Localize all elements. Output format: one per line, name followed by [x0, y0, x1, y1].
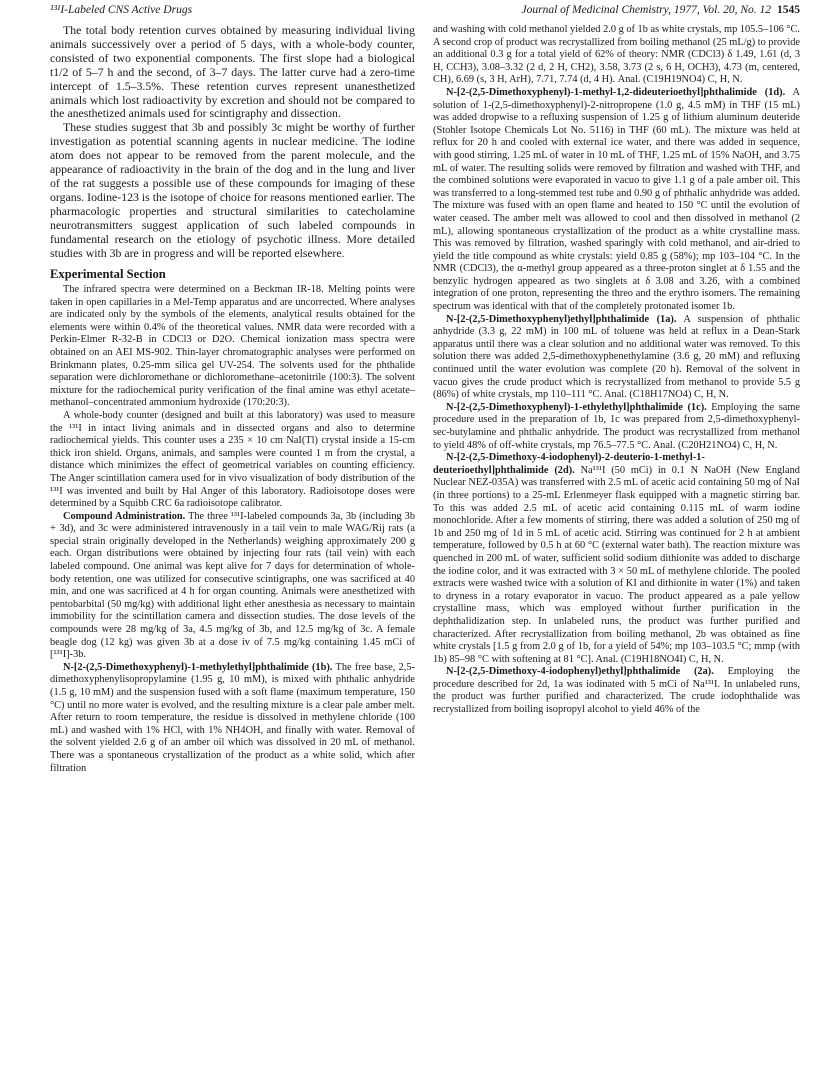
run-in-heading: N-[2-(2,5-Dimethoxyphenyl)-1-methylethyl]phthalimide (1b).: [63, 661, 333, 673]
paragraph-retention: The total body retention curves obtained by measuring individual living animals successively over a period of 5 days, with a whole-body counter, consisted of two exponential components. The first slope had a biological t1/2 of 5–7 h and the second, of 3–7 days. The latter curve had a zero-time intercept of 1.5–3.5%. These retention curves represent unanesthetized animals which lost radioactivity by excretion and should not be compared to the anesthetized animals used for scintigraphy and dissection.: [50, 23, 415, 121]
run-in-heading: N-[2-(2,5-Dimethoxyphenyl)-1-ethylethyl]phthalimide (1c).: [446, 401, 707, 413]
run-in-heading: Compound Administration.: [63, 510, 186, 522]
run-in-heading: N-[2-(2,5-Dimethoxyphenyl)-1-methyl-1,2-dideuterioethyl]phthalimide (1d).: [446, 86, 786, 98]
paragraph-1b: [50, 662, 415, 775]
paragraph-1d: [433, 87, 800, 314]
section-heading-experimental: Experimental Section: [50, 267, 166, 282]
journal-citation: [522, 4, 800, 16]
paragraph-1c: [433, 402, 800, 452]
paragraph-2d: [433, 452, 800, 666]
paragraph-body: The three ¹³¹I-labeled compounds 3a, 3b (including 3b + 3d), and 3c were administered intravenously in a tail vein to male WAG/Rij rats (a special strain originally developed in the Netherlands) weighing approximately 200 g each. Organ distributions were obtained by injecting four rats (tail vein) with each labeled compound. One animal was kept alive for 7 days for determination of whole-body retention, one was utilized for consecutive scintigraphs, one was sacrificed at 40 min, and one was sacrificed at 4 h for organ counting. Animals were anesthetized with pentobarbital (50 mg/kg) with additional light ether anesthesia as necessary to maintain immobility for the scintillation camera and dissection studies. The dose levels of the compounds were 28 mg/kg of 3a, 4.5 mg/kg of 3b, and 12.5 mg/kg of 3c. A female beagle dog (12 kg) was given 3b at a dose iv of 7.5 mg/kg containing 1.45 mCi of [¹³¹I]-3b.: [50, 510, 415, 661]
run-in-heading: N-[2-(2,5-Dimethoxy-4-iodophenyl)-2-deuterio-1-methyl-1-deuterioethyl]phthalimide (2d).: [433, 452, 705, 476]
right-column: [433, 24, 800, 717]
paragraph-body: A solution of 1-(2,5-dimethoxyphenyl)-2-nitropropene (1.0 g, 4.5 mM) in THF (15 mL) was added dropwise to a refluxing suspension of 1.25 g of lithium aluminum deuteride (Stohler Isotope Chemicals Lot No. 5116) in THF (60 mL). The mixture was held at reflux for 20 h and cooled with external ice water, and there was added in sequence, with good stirring, 1.25 mL of water in 10 mL of THF, 1.25 mL of 15% NaOH, and 3.75 mL of water. The resulting solids were removed by filtration and washed with THF, and the combined solutions were evaporated in vacuo to give 1.1 g of a pale amber oil. This was transferred to a long-stemmed test tube and 0.90 g of phthalic anhydride was added. The mixture was fused with an open flame and heated to 150 °C until the evolution of water ceased. The amber melt was allowed to cool and then dissolved in methanol (2 mL), allowing spontaneous crystallization of the product as a white crystalline mass. This was removed by filtration, washed sparingly with cold methanol, and air-dried to yield the title compound as white crystals: yield 0.85 g (58%); mp 103–104 °C. In the NMR (CDCl3), the α-methyl group appeared as a three-proton singlet at δ 1.55 and the benzylic hydrogen appeared as two singlets at δ 3.08 and 3.26, with a combined integration of one proton, representing the threo and the erythro isomers. The remaining spectrum was identical with that of the completely protonated isomer 1b.: [433, 86, 800, 313]
paragraph-body: Employing the same procedure used in the preparation of 1b, 1c was prepared from 2,5-dimethoxyphenyl-sec-butylamine and phthalic anhydride. The product was recrystallized from methanol to yield 48% of off-white crystals, mp 76.5–77.5 °C. Anal. (C20H21NO4) C, H, N.: [433, 401, 800, 451]
run-in-heading: N-[2-(2,5-Dimethoxyphenyl)ethyl]phthalimide (1a).: [446, 313, 677, 325]
paragraph-1a: [433, 314, 800, 402]
paragraph-instruments: The infrared spectra were determined on a Beckman IR-18. Melting points were taken in open capillaries in a Mel-Temp apparatus and are uncorrected. Where analyses are indicated only by the symbols of the elements, analytical results obtained for the elements were within 0.4% of the theoretical values. NMR data were recorded with a Perkin-Elmer R-32-B in CDCl3 or D2O. Chemical ionization mass spectra were obtained on an AEI MS-902. Thin-layer chromatographic analyses were performed on Brinkmann plates, 0.25-mm silica gel UV-254. The solvents used for the phthalide separation were dichloromethane or dichloromethane–acetonitrile (100:3). The solvent mixture for the radiochemical purity verification of the final amine was ethyl acetate–methanol–concentrated ammonium hydroxide (170:20:3).: [50, 284, 415, 409]
left-column: [50, 24, 415, 775]
paragraph-body: The free base, 2,5-dimethoxyphenylisopropylamine (1.95 g, 10 mM), is mixed with phthalic anhydride (1.5 g, 10 mM) and the suspension fused with a soft flame (maximum temperature, 150 °C) until no more water is evolved, and the resulting mixture is a clear pale amber melt. After return to room temperature, the residue is dissolved in methylene chloride (100 mL) and washed with 1% HCl, with 1% NH4OH, and finally with water. Removal of the solvent yielded 2.6 g of an amber oil which was dissolved in 20 mL of methanol. There was a spontaneous crystallization of the product as a white solid, which after filtration: [50, 661, 415, 774]
paragraph-body: Employing the procedure described for 2d, 1a was iodinated with 5 mCi of Na¹³¹I. In unlabeled runs, the product was further purified and characterized. The crude iodophthalide was recrystallized from boiling isopropyl alcohol to yield 46% of the: [433, 666, 800, 716]
paragraph-1b-continued: and washing with cold methanol yielded 2.0 g of 1b as white crystals, mp 105.5–106 °C. A second crop of product was recrystallized from boiling methanol (25 mL/g) to provide an additional 0.3 g for a total yield of 62% of theory: NMR (CDCl3) δ 1.49, 1.61 (d, 3 H, CCH3), 3.08–3.32 (2 d, 2 H, CH2), 3.58, 3.73 (2 s, 6 H, OCH3), 4.73 (m, centered, CH), 6.69 (s, 3 H, ArH), 7.71, 7.74 (d, 4 H). Anal. (C19H19NO4) C, H, N.: [433, 24, 800, 86]
journal-name: Journal of Medicinal Chemistry, 1977, Vol. 20, No. 12: [521, 4, 771, 16]
page-number: 1545: [777, 4, 800, 16]
paragraph-body: A suspension of phthalic anhydride (3.3 g, 22 mM) in 100 mL of toluene was held at reflux in a Dean-Stark apparatus until there was a clear solution and no additional water was removed. To this solution there was added 2,5-dimethoxyphenethylamine (3.6 g, 20 mM) and refluxing continued until the water evolution was complete (20 h). Removal of the solvent in vacuo gives the crude product which is recrystallized from methanol to provide 5.5 g (86%) of white crystals, mp 110–111 °C. Anal. (C18H17NO4) C, H, N.: [433, 313, 800, 401]
running-title: ¹³¹I-Labeled CNS Active Drugs: [50, 4, 193, 16]
paragraph-2a: [433, 666, 800, 716]
paragraph-administration: [50, 511, 415, 662]
run-in-heading: N-[2-(2,5-Dimethoxy-4-iodophenyl)ethyl]phthalimide (2a).: [446, 666, 714, 678]
running-header: [50, 4, 800, 20]
paragraph-conclusion: These studies suggest that 3b and possibly 3c might be worthy of further investigation as potential scanning agents in nuclear medicine. The iodine atom does not appear to be removed from the parent molecule, and the appearance of radioactivity in the brain of the dog and in the lung and liver of the rat suggests a possible use of these compounds for imaging of these organs. Iodine-123 is the isotope of choice for reasons mentioned earlier. The pharmacologic properties and structural similarities to catecholamine neurotransmitters suggest application of such labeled compounds in fundamental research on the etiology of psychotic illness. More detailed studies with 3b are in progress and will be reported elsewhere.: [50, 120, 415, 260]
paragraph-counter: A whole-body counter (designed and built at this laboratory) was used to measure the ¹³¹I in intact living animals and in dissected organs and also to determine radiochemical yields. This counter uses a 235 × 10 cm NaI(Tl) crystal inside a 15-cm thick iron shield. Organs, animals, and samples were counted 1 m from the crystal, a distance which minimizes the effect of geometrical variables on counting efficiency. The Anger scintillation camera used for in vivo visualization of body distribution of the ¹³¹I was invented and built by Hal Anger of this laboratory. Radioisotope doses were determined by a Squibb CRC 6a radioisotope calibrator.: [50, 409, 415, 510]
paragraph-body: Na¹³¹I (50 mCi) in 0.1 N NaOH (New England Nuclear NEZ-035A) was transferred with 2.5 mL of acetic acid containing 50 mg of NaI (in three portions) to a 25-mL Erlenmeyer flask equipped with a magnetic stirring bar. To this was added 2.5 mL of acetic acid containing 0.115 mL of warm iodine monochloride. After a few moments of stirring, there was added a solution of 250 mg of 1b and 250 mg of 1d in 5 mL of acetic acid. Stirring was continued for 2 h at ambient temperature, followed by 0.5 h at 60 °C (external water bath). The reaction mixture was quenched in 200 mL of water, sufficient solid sodium dithionite was added to discharge the iodine color, and it was extracted with 3 × 50 mL of methylene chloride. The pooled extracts were washed twice with a solution of KI and dithionite in water (1%) and taken to dryness in a rotary evaporator in vacuo. The product appeared as a pale yellow crystalline mass, which was employed without further purification in the dephthalidization step. In unlabeled runs, the product was further purified and characterized. After recrystallization from boiling methanol, 2b was obtained as fine white crystals [1.5 g from 2.0 g of 1b, for a yield of 54%; mp 103–103.5 °C; mmp (with 1b) 85–98 °C with softening at 81 °C]. Anal. (C19H18NO4I) C, H, N.: [433, 464, 800, 665]
